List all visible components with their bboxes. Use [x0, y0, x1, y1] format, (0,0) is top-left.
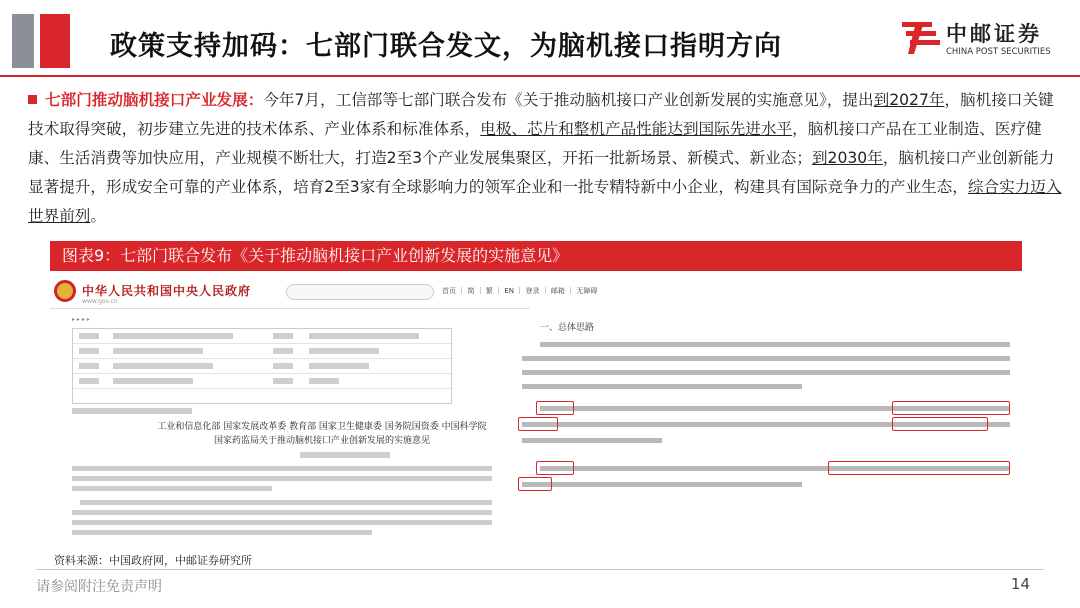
gov-header-divider: [50, 308, 530, 309]
text-line: [522, 482, 802, 487]
embedded-webpage-screenshot: [50, 272, 1022, 544]
gov-site-url: www.gov.cn: [82, 298, 118, 305]
meta-row: [73, 344, 451, 359]
square-bullet-icon: [28, 95, 37, 104]
text-line: [80, 500, 492, 505]
body-paragraph: [28, 86, 1068, 231]
highlight-box: [518, 417, 558, 431]
paragraph-text: ，脑机接口产品在工业制造、医疗健康、生活消费等加快应用，产业规模不断壮大，打造2至3个产业发展集聚区，开拓一批新场景、新模式、新业态；: [28, 120, 1042, 167]
highlight-box: [536, 461, 574, 475]
text-line: [540, 342, 1010, 347]
national-emblem-icon: [54, 280, 76, 302]
footer-disclaimer: 请参阅附注免责声明: [36, 579, 162, 595]
breadcrumb: ▸ ▸ ▸ ▸: [72, 316, 90, 323]
company-logo: [900, 16, 1070, 66]
highlight-box: [828, 461, 1010, 475]
text-line: [72, 520, 492, 525]
gov-top-nav: 首页 ｜ 简 ｜ 繁 ｜ EN ｜ 登录 ｜ 邮箱 ｜ 无障碍: [442, 287, 598, 295]
highlight-box: [892, 401, 1010, 415]
header-divider: [0, 75, 1080, 77]
gov-site-name: 中华人民共和国中央人民政府: [82, 284, 252, 298]
header-gray-block: [12, 14, 34, 68]
highlight-box: [518, 477, 552, 491]
text-line: [72, 466, 492, 471]
document-heading: [142, 420, 502, 448]
page-title: 政策支持加码：七部门联合发文，为脑机接口指明方向: [110, 31, 782, 62]
underlined-text: 到2030年: [811, 149, 883, 167]
document-heading-line-2: 国家药监局关于推动脑机接口产业创新发展的实施意见: [213, 436, 430, 446]
figure-title-bar: 图表9：七部门联合发布《关于推动脑机接口产业创新发展的实施意见》: [50, 241, 1022, 271]
paragraph-text: ，脑机接口关键技术取得突破，初步建立先进的技术体系、产业体系和标准体系，: [28, 91, 1054, 138]
page-number: 14: [1010, 575, 1030, 593]
text-line: [72, 486, 272, 491]
paragraph-text: 。: [90, 207, 106, 225]
section-title: 一、总体思路: [540, 323, 595, 333]
meta-row: [73, 329, 451, 344]
china-post-logo-icon: [900, 18, 942, 58]
logo-text-cn: 中邮证券: [946, 22, 1042, 46]
highlight-box: [536, 401, 574, 415]
text-line: [72, 476, 492, 481]
gov-search-box: [286, 284, 434, 300]
header-red-block: [40, 14, 70, 68]
text-line: [522, 384, 802, 389]
text-line: [72, 530, 372, 535]
logo-text-en: CHINA POST SECURITIES: [946, 47, 1051, 57]
document-number: [300, 452, 390, 458]
text-line: [522, 370, 1010, 375]
highlight-box: [892, 417, 988, 431]
footer-divider: [36, 569, 1044, 570]
document-metadata-table: [72, 328, 452, 404]
document-date: [72, 408, 192, 414]
meta-row: [73, 374, 451, 389]
text-line: [522, 356, 1010, 361]
paragraph-lead: 七部门推动脑机接口产业发展：: [45, 91, 264, 109]
document-heading-line-1: 工业和信息化部 国家发展改革委 教育部 国家卫生健康委 国务院国资委 中国科学院: [157, 422, 487, 432]
underlined-text: 到2027年: [873, 91, 945, 109]
text-line: [72, 510, 492, 515]
text-line: [522, 438, 662, 443]
paragraph-text: 今年7月，工信部等七部门联合发布《关于推动脑机接口产业创新发展的实施意见》，提出: [263, 91, 874, 109]
source-note: 资料来源：中国政府网，中邮证券研究所: [54, 554, 252, 567]
underlined-text: 电极、芯片和整机产品性能达到国际先进水平: [480, 120, 793, 138]
underlined-text: 综合实力迈入世界前列: [28, 178, 1062, 225]
paragraph-text: ，脑机接口产业创新能力显著提升，形成安全可靠的产业体系，培育2至3家有全球影响力的领军企业和一批专精特新中小企业，构建具有国际竞争力的产业生态，: [28, 149, 1055, 196]
meta-row: [73, 359, 451, 374]
